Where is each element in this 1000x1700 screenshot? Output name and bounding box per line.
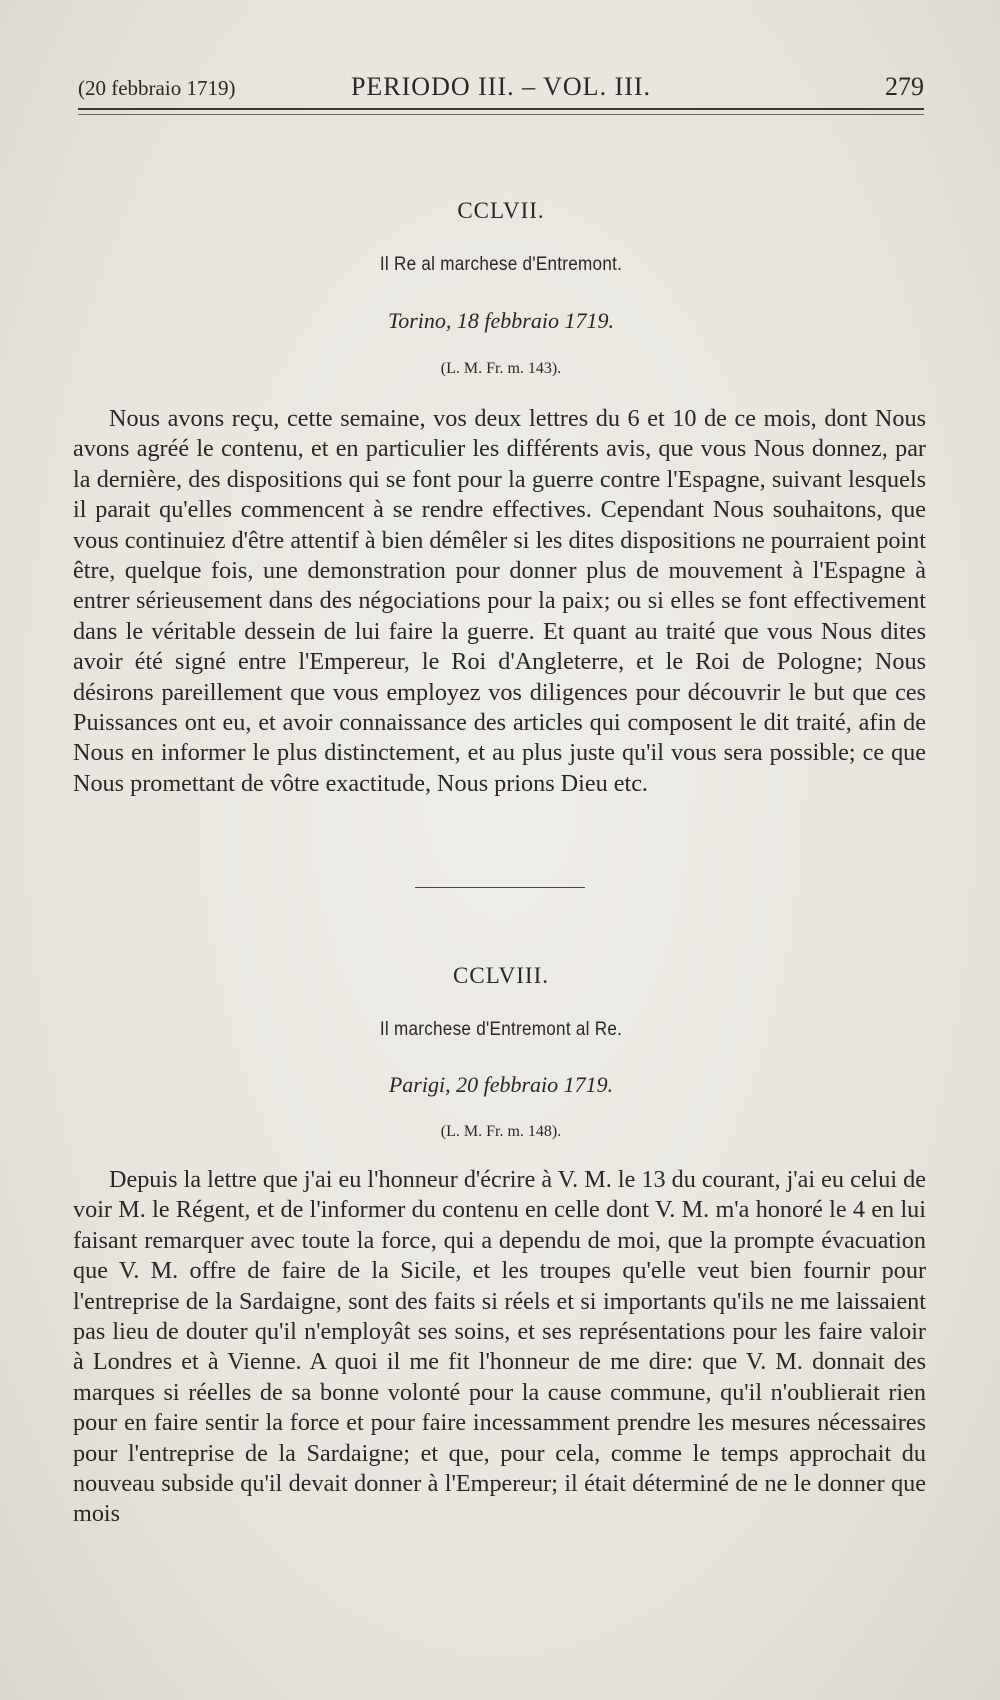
- document-numeral: CCLVIII.: [453, 963, 549, 988]
- archive-source: (L. M. Fr. m. 148).: [440, 1123, 562, 1140]
- document-numeral: CCLVII.: [457, 198, 545, 223]
- letter-body: Depuis la lettre que j'ai eu l'honneur d'écrire à V. M. le 13 du courant, j'ai eu celui de voir M. le Régent, et de l'informer du contenu en celle dont V. M. m'a honoré le 4 en lui faisant remarquer avec toute la force, qui a dependu de moi, que la prompte évacuation que V. M. offre de faire de la Sicile, et les troupes qu'elle veut bien fournir pour l'entreprise de la Sardaigne, sont des faits si réels et si importants qu'ils ne me laissaient pas lieu de douter qu'il n'employât ses soins, et ses représentations pour les faire valoir à Londres et à Vienne. A quoi il me fit l'honneur de me dire: que V. M. donnait des marques si réelles de sa bonne volonté pour la cause commune, qu'il n'oublierait rien pour en faire sentir la force et pour faire incessamment prendre les mesures nécessaires pour l'entreprise de la Sardaigne; et que, pour cela, comme le temps approchait du nouveau subside qu'il devait donner à l'Empereur; il était déterminé de ne le donner que mois: [73, 1166, 926, 1528]
- place-date: Torino, 18 febbraio 1719.: [388, 308, 614, 333]
- running-header: [78, 72, 924, 106]
- header-date: (20 febbraio 1719): [78, 76, 236, 100]
- letter-body: Nous avons reçu, cette semaine, vos deux lettres du 6 et 10 de ce mois, dont Nous avons agréé le contenu, et en particulier les différents avis, que vous Nous donnez, par la dernière, des dispositions qui se font pour la guerre contre l'Espagne, suivant lesquels il parait qu'elles commencent à se rendre effectives. Cependant Nous souhaitons, que vous continuiez d'être attentif à bien démêler si les dites dispositions ne pourraient point être, quelque fois, une demonstration pour donner plus de mouvement à l'Espagne à entrer sérieusement dans des négociations pour la paix; ou si elles se font effectivement dans le véritable dessein de lui faire la guerre. Et quant au traité que vous Nous dites avoir été signé entre l'Empereur, le Roi d'Angleterre, et le Roi de Pologne; Nous désirons pareillement que vous employez vos diligences pour découvrir le but que ces Puissances ont eu, et avoir connaissance des articles qui composent le dit traité, afin de Nous en informer le plus distinctement, et au plus juste qu'il vous sera possible; ce que Nous promettant de vôtre exactitude, Nous prions Dieu etc.: [73, 405, 926, 797]
- header-rule: [78, 108, 924, 110]
- document-title: Il Re al marchese d'Entremont.: [379, 254, 623, 275]
- header-volume: PERIODO III. – VOL. III.: [350, 72, 652, 101]
- document-title: Il marchese d'Entremont al Re.: [379, 1019, 623, 1040]
- place-date: Parigi, 20 febbraio 1719.: [388, 1072, 614, 1097]
- page-number: 279: [885, 72, 924, 101]
- header-rule-thin: [78, 114, 924, 115]
- section-divider: [415, 887, 585, 888]
- archive-source: (L. M. Fr. m. 143).: [440, 360, 562, 377]
